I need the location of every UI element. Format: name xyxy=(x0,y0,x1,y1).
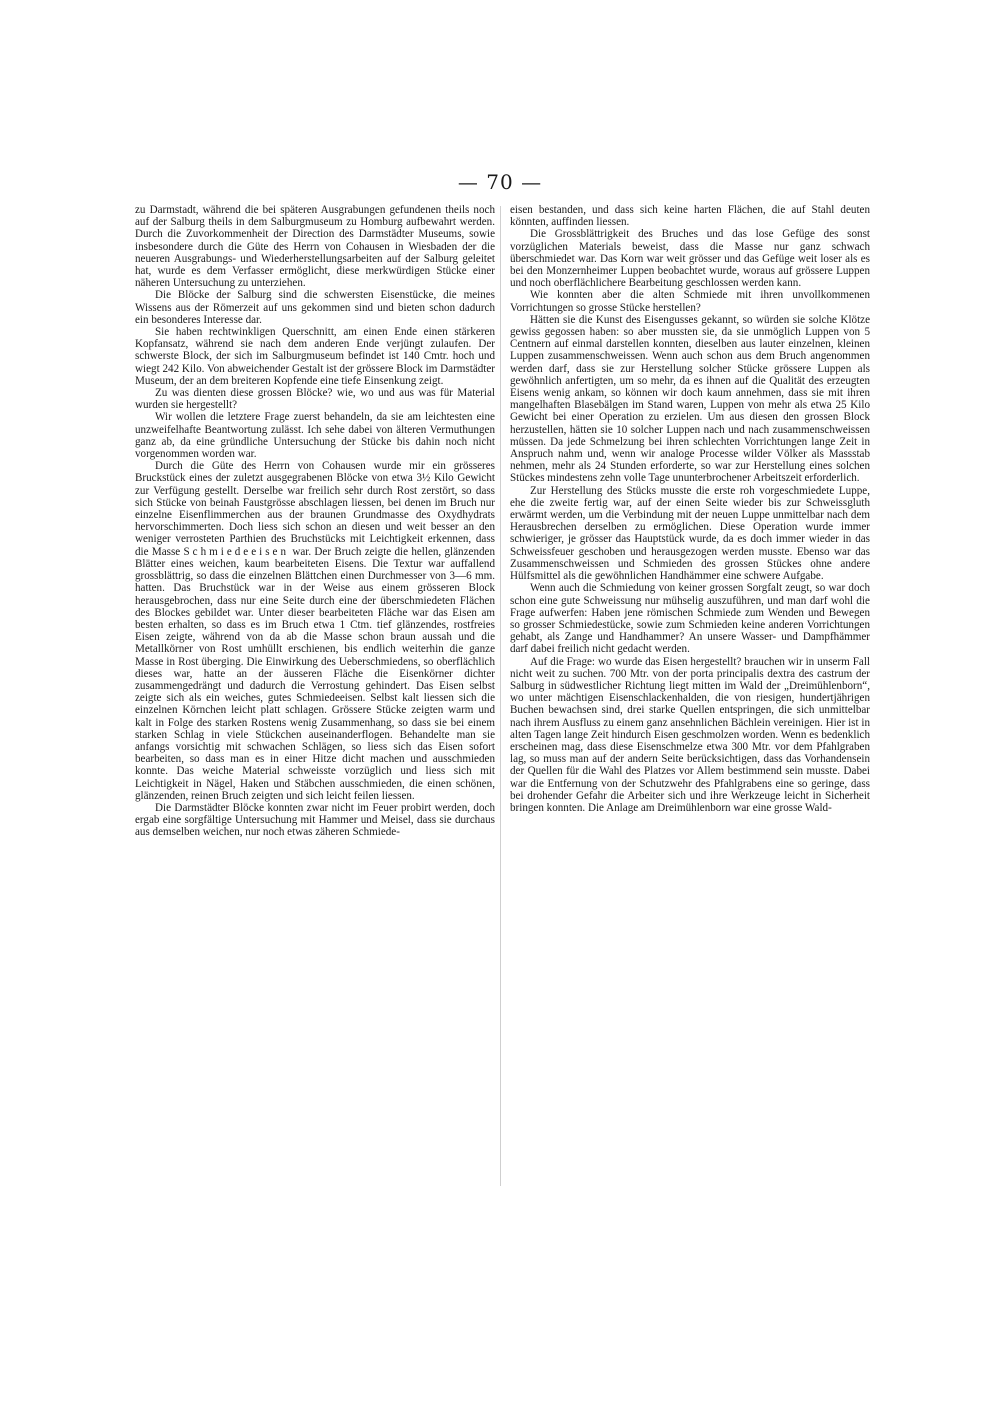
paragraph-9: Die Grossblättrigkeit des Bruches und das lose Gefüge des sonst vorzüglichen Materials beweist, dass die Masse nur ganz schwach überschmiedet war. Das Korn war weit grösser und das Gefüge weit loser als es bei den Monzernheimer Luppen beobachtet wurde, woraus auf grössere Luppen und noch oberflächlichere Bearbeitung geschlossen werden kann. xyxy=(510,228,870,290)
paragraph-8: eisen bestanden, und dass sich keine harten Flächen, die auf Stahl deuten könnten, auffinden liessen. xyxy=(510,204,870,229)
paragraph-13: Wenn auch die Schmiedung von keiner grossen Sorgfalt zeugt, so war doch schon eine gute Schweissung nur mühselig auszuführen, und man darf wohl die Frage aufwerfen: Haben jene römischen Schmiede zum Wenden und Bewegen so grosser Schmiedestücke, sowie zum Schmieden keine anderen Vorrichtungen gehabt, als Zange und Handhammer? An unsere Wasser- und Dampfhämmer darf dabei freilich nicht gedacht werden. xyxy=(510,582,870,656)
page-number: — 70 — xyxy=(457,170,543,194)
paragraph-7: Die Darmstädter Blöcke konnten zwar nicht im Feuer probirt werden, doch ergab eine sorgfältige Untersuchung mit Hammer und Meisel, dass sie durchaus aus demselben weichen, nur noch etwas zäheren Schmiede- xyxy=(135,801,495,839)
paragraph-5: Wir wollen die letztere Frage zuerst behandeln, da sie am leichtesten eine unzweifelhafte Beantwortung zulässt. Ich sehe dabei von älteren Vermuthungen ganz ab, da eine gründliche Untersuchung der Stücke bis dahin noch nicht vorgenommen worden war. xyxy=(135,411,495,461)
paragraph-6-after: war. Der Bruch zeigte die hellen, glänzenden Blätter eines weichen, kaum bearbeiteten Eisens. Die Textur war auffallend grossblättrig, so dass die einzelnen Blättchen einen Durchmesser von 3—6 mm. hatten. Das Bruchstück war in der Weise aus einem grösseren Block herausgebrochen, dass nur eine Seite durch eine der überschmiedeten Flächen des Blockes gebildet war. Unter dieser bearbeiteten Fläche war das Eisen am besten erhalten, so dass es im Bruch etwa 1 Ctm. tief glänzendes, rostfreies Eisen zeigte, während von da ab die Masse schon braun aussah und die Metallkörner von Rost umhüllt erschienen, bis endlich weiterhin die ganze Masse in Rost überging. Die Einwirkung des Ueberschmiedens, so oberflächlich dieses war, hatte an der äusseren Fläche die Eisenkörner dichter zusammengedrängt und dadurch die Verrostung gehindert. Das Eisen selbst zeigte sich als ein weiches, gutes Schmiedeeisen. Selbst kalt liessen sich die einzelnen Körnchen leicht platt schlagen. Grössere Stücke zeigten warm und kalt in Folge des starken Rostens wenig Zusammenhang, so dass sie bei einem starken Schlag in viele Stückchen auseinanderflogen. Behandelte man sie anfangs vorsichtig mit schwachen Schlägen, so liess sich das Eisen sofort bearbeiten, so dass man es in einer Hitze dicht machen und ausschmieden konnte. Das weiche Material schweisste vorzüglich und liess sich mit Leichtigkeit in Nägel, Haken und Stäbchen ausschmieden, die einen schönen, glänzenden, reinen Bruch zeigten und sich leicht feilen liessen. xyxy=(135,545,496,802)
paragraph-12: Zur Herstellung des Stücks musste die erste roh vorgeschmiedete Luppe, ehe die zweite fertig war, auf der einen Seite wieder bis zur Schweissgluth erwärmt werden, um die Verbindung mit der neuen Luppe unmittelbar nach dem Herausbrechen derselben zu ermöglichen. Diese Operation wurde immer schwieriger, je grösser das Hauptstück wurde, da es doch immer wieder in das Schweissfeuer geschoben und herausgezogen werden musste. Ebenso war das Zusammenschweissen und Schmieden des grossen Stückes ohne andere Hülfsmittel als die gewöhnlichen Handhämmer eine schwere Aufgabe. xyxy=(510,484,870,583)
paragraph-4: Zu was dienten diese grossen Blöcke? wie, wo und aus was für Material wurden sie hergestellt? xyxy=(135,387,495,412)
paragraph-3: Sie haben rechtwinkligen Querschnitt, am einen Ende einen stärkeren Kopfansatz, während sie nach dem anderen Ende verjüngt zulaufen. Der schwerste Block, der sich im Salburgmuseum befindet ist 140 Cmtr. hoch und wiegt 242 Kilo. Von abweichender Gestalt ist der grössere Block im Darmstädter Museum, der an dem breiteren Kopfende eine tiefe Einsenkung zeigt. xyxy=(135,326,495,387)
paragraph-14: Auf die Frage: wo wurde das Eisen hergestellt? brauchen wir in unserm Fall nicht weit zu suchen. 700 Mtr. von der porta principalis dextra des castrum der Salburg in südwestlicher Richtung liegt mitten im Wald der „Dreimühlenborn“, wo unter mächtigen Eisenschlackenhalden, die von riesigen, hundertjährigen Buchen bewachsen sind, drei starke Quellen entspringen, die sich unmittelbar nach ihrem Ausfluss zu einem ganz ansehnlichen Bächlein vereinigen. Hier ist in alten Tagen lange Zeit hindurch Eisen geschmolzen worden. Wenn es bedenklich erscheinen mag, dass diese Eisenschmelze etwa 300 Mtr. vor dem Pfahlgraben lag, so muss man auf der andern Seite berücksichtigen, dass das Vorhandensein der Quellen für die Wahl des Platzes vor Allem bestimmend sein musste. Dabei war die Entfernung von der Schutzwehr des Pfahlgrabens eine so geringe, dass bei drohender Gefahr die Arbeiter sich und ihre Werkzeuge leicht in Sicherheit bringen konnten. Die Anlage am Dreimühlenborn war eine grosse Wald- xyxy=(510,655,870,814)
emphasized-term: Schmiedeeisen xyxy=(183,545,290,558)
paragraph-1: zu Darmstadt, während die bei späteren Ausgrabungen gefundenen theils noch auf der Salburg theils in dem Salburgmuseum zu Homburg aufbewahrt werden. Durch die Zuvorkommenheit der Direction des Darmstädter Museums, sowie insbesondere durch die Güte des Herrn von Cohausen in Wiesbaden der die neueren Ausgrabungs- und Wiederherstellungsarbeiten auf der Salburg geleitet hat, wurde es dem Verfasser ermöglicht, diese merkwürdigen Stücke einer näheren Untersuchung zu unterziehen. xyxy=(135,204,495,290)
left-column xyxy=(135,204,495,839)
paragraph-2: Die Blöcke der Salburg sind die schwersten Eisenstücke, die meines Wissens aus der Römerzeit auf uns gekommen sind und bieten schon dadurch ein besonderes Interesse dar. xyxy=(135,289,495,326)
column-divider xyxy=(500,206,501,1186)
paragraph-11: Hätten sie die Kunst des Eisengusses gekannt, so würden sie solche Klötze gewiss gegossen haben: so aber mussten sie, da sie unmöglich Luppen von 5 Centnern auf einmal darstellen konnten, dieselben aus lauter einzelnen, kleinen Luppen zusammenschweissen. Wenn auch schon aus dem Bruch angenommen werden darf, dass sie zur Herstellung solcher Stücke grössere Luppen als gewöhnlich anfertigten, um so mehr, da es ihnen auf die Qualität des erzeugten Eisens wenig ankam, so können wir doch kaum annehmen, dass sie mit ihren mangelhaften Blasebälgen im Stand waren, Luppen von mehr als etwa 25 Kilo Gewicht bei einer Operation zu erzielen. Um aus diesen den grossen Block herzustellen, hätten sie 10 solcher Luppen nach und nach zusammenschweissen müssen. Da jede Schmelzung bei ihren schlechten Vorrichtungen lange Zeit in Anspruch nahm und, wenn wir analoge Processe wilder Völker als Massstab nehmen, mehr als 24 Stunden erforderte, so war zur Herstellung eines solchen Stückes mindestens zehn volle Tage ununterbrochener Arbeitszeit erforderlich. xyxy=(510,313,870,485)
paragraph-6-before: Durch die Güte des Herrn von Cohausen wurde mir ein grösseres Bruckstück eines der zuletzt ausgegrabenen Blöcke von etwa 3½ Kilo Gewicht zur Verfügung gestellt. Derselbe war freilich sehr durch Rost zerstört, so dass sich Stücke von beinah Faustgrösse abschlagen liessen, bei denen im Bruch nur einzelne Eisenflimmerchen aus der braunen Grundmasse des Oxydhydrats hervorschimmerten. Doch liess sich schon an diesen und weit besser an den weniger verrosteten Parthien des Bruchstücks mit Leichtigkeit erkennen, dass die Masse xyxy=(135,460,495,558)
paragraph-10: Wie konnten aber die alten Schmiede mit ihren unvollkommenen Vorrichtungen so grosse Stücke herstellen? xyxy=(510,289,870,314)
right-column xyxy=(510,204,870,814)
paragraph-6 xyxy=(135,460,495,802)
